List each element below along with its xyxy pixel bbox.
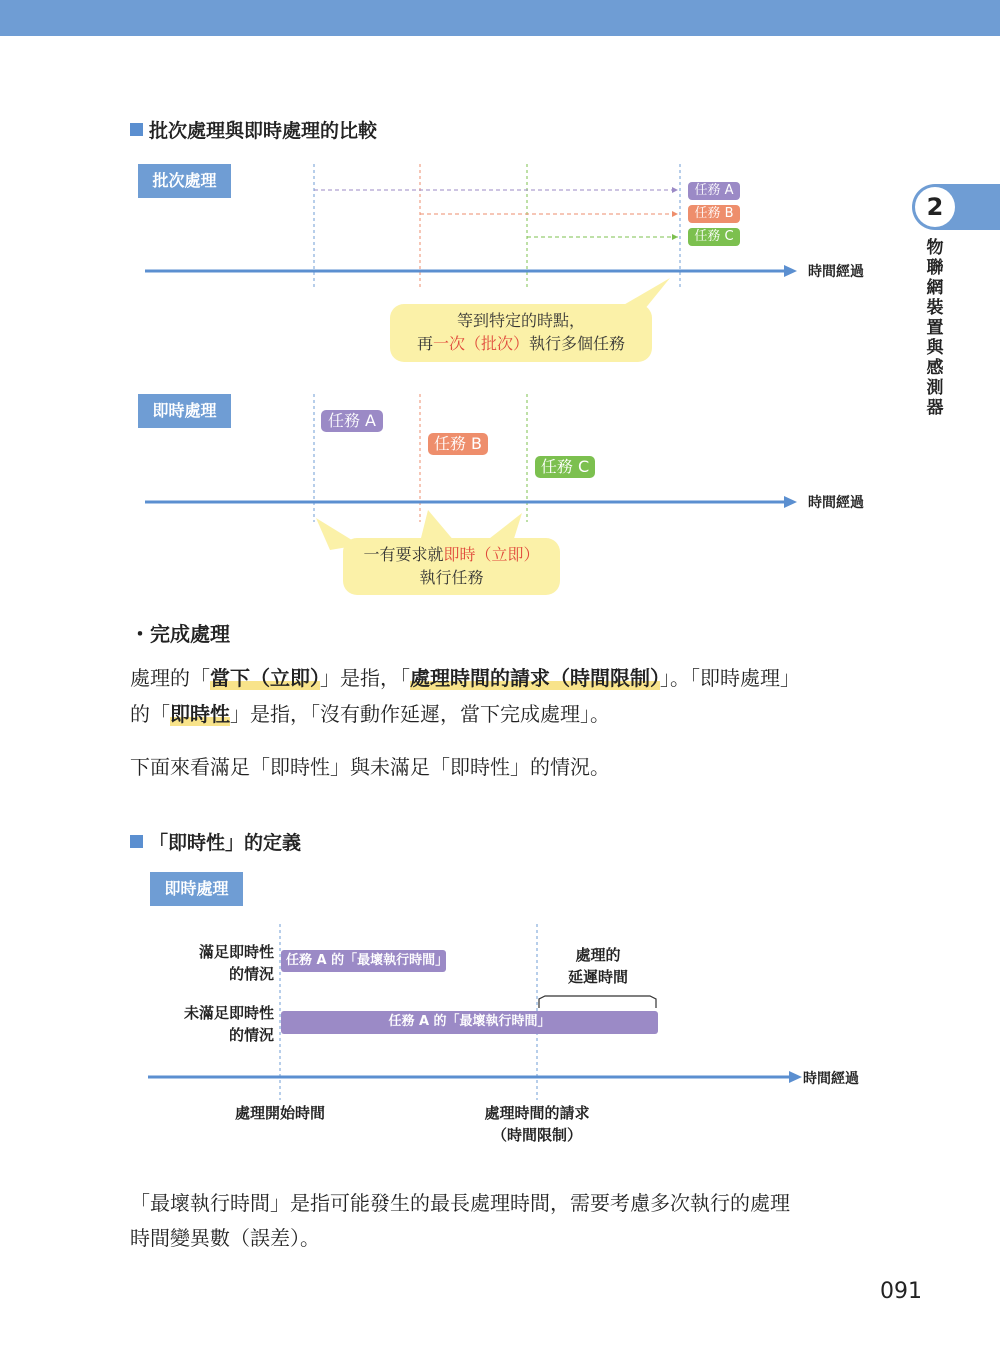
realtime-axis-arrowhead (784, 496, 797, 508)
bullet-square-icon (130, 123, 143, 136)
definition-label: 即時處理 (150, 872, 243, 906)
batch-label: 批次處理 (138, 164, 231, 198)
batch-task-c-tag: 任務 C (688, 228, 740, 246)
footer-paragraph-line2: 時間變異數（誤差）。 (130, 1226, 320, 1250)
delay-bracket (539, 996, 656, 1008)
complete-paragraph-2: 下面來看滿足「即時性」與未滿足「即時性」的情況。 (130, 755, 610, 779)
batch-vs-realtime-diagram (0, 150, 900, 600)
batch-axis-arrowhead (784, 265, 797, 277)
top-bar (0, 0, 1000, 36)
bullet-square-icon (130, 835, 143, 848)
complete-heading: ・完成處理 (130, 622, 230, 646)
definition-axis-label: 時間經過 (803, 1071, 859, 1087)
complete-paragraph-line2: 的「即時性」是指，「沒有動作延遲，當下完成處理」。 (130, 702, 610, 726)
realtime-task-c-tag: 任務 C (535, 456, 595, 478)
section-title-definition: 「即時性」的定義 (130, 828, 301, 855)
page-number: 091 (880, 1279, 922, 1304)
request-label: 處理時間的請求 （時間限制） (484, 1104, 590, 1144)
realtime-task-b-tag: 任務 B (428, 433, 488, 455)
section-title-comparison: 批次處理與即時處理的比較 (130, 116, 377, 143)
realtime-bubble-line2: 執行任務 (419, 568, 484, 587)
footer-paragraph-line1: 「最壞執行時間」是指可能發生的最長處理時間，需要考慮多次執行的處理 (130, 1191, 790, 1215)
batch-axis-label: 時間經過 (808, 264, 864, 280)
complete-paragraph-line1: 處理的「當下（立即）」是指，「處理時間的請求（時間限制）」。「即時處理」 (130, 666, 800, 690)
realtime-bubble (343, 538, 560, 595)
batch-bubble (390, 304, 652, 362)
start-time-label: 處理開始時間 (234, 1104, 325, 1122)
definition-axis-arrowhead (789, 1071, 802, 1083)
batch-bubble-line2: 再一次（批次）執行多個任務 (416, 334, 626, 353)
realtime-label: 即時處理 (138, 394, 231, 428)
row2-label: 未滿足即時性 的情況 (183, 1004, 274, 1044)
batch-bubble-line1: 等到特定的時點， (456, 311, 585, 330)
row2-bar: 任務 A 的「最壞執行時間」 (281, 1011, 658, 1034)
realtime-bubble-line1: 一有要求就即時（立即） (363, 545, 540, 564)
batch-task-b-tag: 任務 B (688, 205, 740, 223)
realtime-task-a-tag: 任務 A (321, 410, 383, 432)
row1-bar: 任務 A 的「最壞執行時間」 (281, 950, 446, 972)
chapter-title: 物聯網裝置與感測器 (926, 238, 944, 418)
delay-label: 處理的 延遲時間 (567, 946, 628, 986)
batch-task-a-tag: 任務 A (688, 182, 740, 200)
realtime-axis-label: 時間經過 (808, 495, 864, 511)
chapter-number: 2 (915, 187, 955, 227)
row1-label: 滿足即時性 的情況 (198, 943, 274, 983)
